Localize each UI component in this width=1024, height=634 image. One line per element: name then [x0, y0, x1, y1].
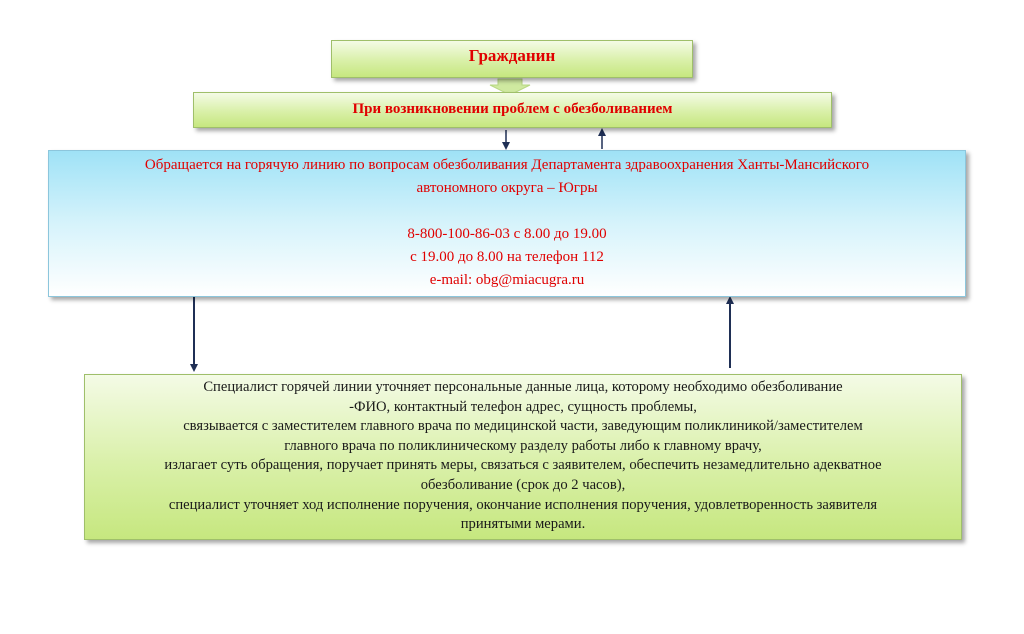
hotline-text-line: Обращается на горячую линию по вопросам обезболивания Департамента здравоохранения Ханты-Мансийского — [144, 157, 870, 173]
hotline-night-phone: с 19.00 до 8.00 на телефон 112 — [410, 249, 604, 265]
hotline-node — [48, 150, 966, 297]
specialist-text-line: главного врача по поликлиническому разделу работы либо к главному врачу, — [284, 437, 762, 454]
hotline-email: e-mail: obg@miacugra.ru — [429, 272, 585, 288]
specialist-text-line: -ФИО, контактный телефон адрес, сущность проблемы, — [349, 398, 697, 415]
specialist-text-line: излагает суть обращения, поручает принять меры, связаться с заявителем, обеспечить незамедлительно адекватное — [164, 457, 882, 474]
specialist-text-line: принятыми мерами. — [460, 516, 586, 533]
hotline-phone: 8-800-100-86-03 с 8.00 до 19.00 — [407, 226, 607, 242]
citizen-node — [331, 40, 693, 78]
specialist-text-line: Специалист горячей линии уточняет персональные данные лица, которому необходимо обезболивание — [203, 379, 843, 395]
hotline-text-line: автономного округа – Югры — [416, 180, 598, 196]
specialist-node — [84, 374, 962, 540]
problem-node — [193, 92, 832, 128]
specialist-text-line: специалист уточняет ход исполнение поручения, окончание исполнения поручения, удовлетворенность заявителя — [168, 496, 878, 513]
specialist-text-line: обезболивание (срок до 2 часов), — [420, 476, 626, 493]
citizen-label: Гражданин — [468, 46, 556, 65]
specialist-text-line: связывается с заместителем главного врача по медицинской части, заведующим поликлиникой/заместителем — [183, 418, 863, 435]
hotline-spacer — [49, 200, 965, 223]
problem-label: При возникновении проблем с обезболиванием — [352, 101, 673, 117]
